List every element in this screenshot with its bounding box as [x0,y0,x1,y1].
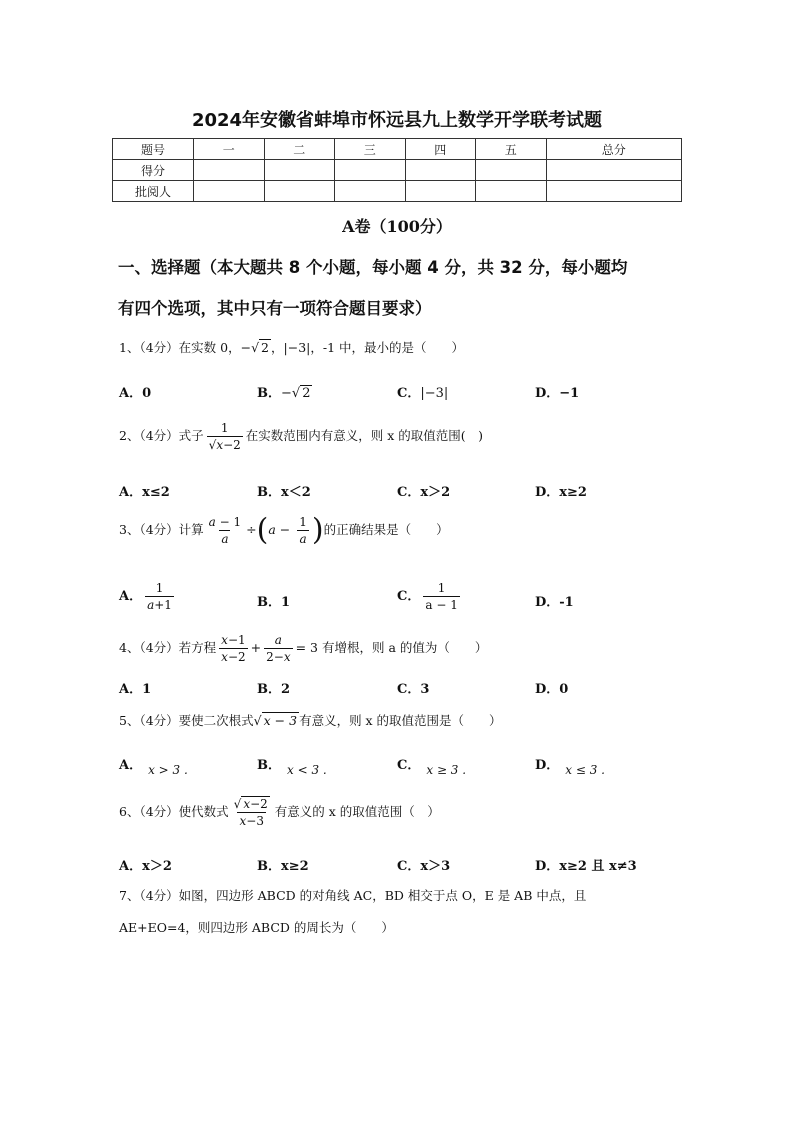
section-heading-line1: 一、选择题（本大题共 8 个小题，每小题 4 分，共 32 分，每小题均 [118,258,628,277]
score-table-header-cell: 三 [335,139,406,160]
question-2-option-d[interactable]: D．x≥2 [535,485,587,500]
question-1-option-b[interactable]: B．−√ 2 [257,386,311,401]
question-6-stem: 6、（4分）使代数式 $\frac{√ x-2}{x-3}$ 有意义的 x 的取值范围（ ） [119,797,440,828]
question-2-stem: 2、（4分）式子 $\frac{1}{√x-2}$ 在实数范围内有意义，则 x 的取值范围( ) [119,421,484,452]
score-table-header-cell: 二 [264,139,335,160]
question-1-option-c[interactable]: C．|−3| [397,386,449,401]
question-3-option-a[interactable]: A． $\frac{1}{a+1}$ [119,581,172,612]
question-1-option-a[interactable]: A．0 [119,386,152,401]
score-table-header-cell: 题号 [113,139,194,160]
abs-neg3-math: |−3| [283,340,311,355]
score-cell[interactable] [476,160,547,181]
score-table [112,138,682,202]
fraction-math: $\frac{1}{√x-2}$ [208,421,241,452]
question-6-option-b[interactable]: B．x≥2 [257,859,309,874]
grader-cell[interactable] [264,181,335,202]
question-2-option-a[interactable]: A．x≤2 [119,485,170,500]
question-6-option-a[interactable]: A．x＞2 [119,859,172,874]
score-table-header-cell: 总分 [546,139,682,160]
question-4-option-d[interactable]: D．0 [535,682,569,697]
fraction-math: $\frac{a - 1}{a}$ [208,515,242,546]
question-4-option-c[interactable]: C．3 [397,682,430,697]
question-1-stem: 1、（4分）在实数 0，−√ 2 ，|−3|，-1 中，最小的是（ ） [119,340,465,355]
score-cell[interactable] [194,160,265,181]
question-3-option-c[interactable]: C． $\frac{1}{a - 1}$ [397,581,458,612]
fraction-math: $\frac{x-1}{x-2}$ [221,633,246,664]
score-cell[interactable] [335,160,406,181]
neg-sqrt2-math: −√ 2 [240,340,269,355]
fraction-math: $\frac{1}{a}$ [299,515,307,546]
question-2-option-b[interactable]: B．x＜2 [257,485,311,500]
grader-cell[interactable] [405,181,476,202]
question-6-option-c[interactable]: C．x＞3 [397,859,451,874]
question-5-option-c[interactable]: C． x ≥ 3 . [397,758,467,777]
grader-cell[interactable] [194,181,265,202]
question-2-option-c[interactable]: C．x＞2 [397,485,451,500]
question-7-stem-line2: AE+EO=4，则四边形 ABCD 的周长为（ ） [119,920,394,935]
page-title: 2024年安徽省蚌埠市怀远县九上数学开学联考试题 [191,110,603,131]
score-row [113,160,682,181]
question-6-option-d[interactable]: D．x≥2 且 x≠3 [535,859,637,874]
sqrt-math: √ x − 3 [253,713,298,728]
grader-cell[interactable] [476,181,547,202]
question-4-stem: 4、（4分）若方程 $\frac{x-1}{x-2}$ + $\frac{a}{2-x}$ = 3 有增根，则 a 的值为（ ） [119,633,488,664]
score-table-header-cell: 四 [405,139,476,160]
grader-cell[interactable] [546,181,682,202]
question-4-option-a[interactable]: A．1 [119,682,152,697]
question-5-option-b[interactable]: B． x < 3 . [257,758,327,777]
question-3-option-b[interactable]: B．1 [257,595,291,610]
question-7-stem-line1: 7、（4分）如图，四边形 ABCD 的对角线 AC，BD 相交于点 O，E 是 AB 中点，且 [119,888,587,903]
score-cell[interactable] [264,160,335,181]
score-table-header-cell: 五 [476,139,547,160]
fraction-math: $\frac{a}{2-x}$ [266,633,291,664]
grader-cell[interactable] [335,181,406,202]
grader-row [113,181,682,202]
score-cell[interactable] [546,160,682,181]
question-5-stem: 5、（4分）要使二次根式√ x − 3 有意义，则 x 的取值范围是（ ） [119,713,502,728]
section-heading-line2: 有四个选项，其中只有一项符合题目要求） [118,299,432,318]
question-3-stem: 3、（4分）计算 $\frac{a - 1}{a}$ ÷(a − $\frac{1}{a}$ )的正确结果是（ ） [119,512,449,548]
question-5-option-a[interactable]: A． x > 3 . [119,758,188,777]
question-5-option-d[interactable]: D． x ≤ 3 . [535,758,605,777]
score-cell[interactable] [405,160,476,181]
score-table-header-cell: 一 [194,139,265,160]
score-table-header-row [113,139,682,160]
fraction-math: $\frac{√ x-2}{x-3}$ [233,797,268,828]
score-row-label: 得分 [113,160,194,181]
volume-heading: A卷（100分） [342,217,452,236]
question-4-option-b[interactable]: B．2 [257,682,291,697]
question-3-option-d[interactable]: D．-1 [535,595,574,610]
grader-row-label: 批阅人 [113,181,194,202]
question-1-option-d[interactable]: D．−1 [535,386,580,401]
